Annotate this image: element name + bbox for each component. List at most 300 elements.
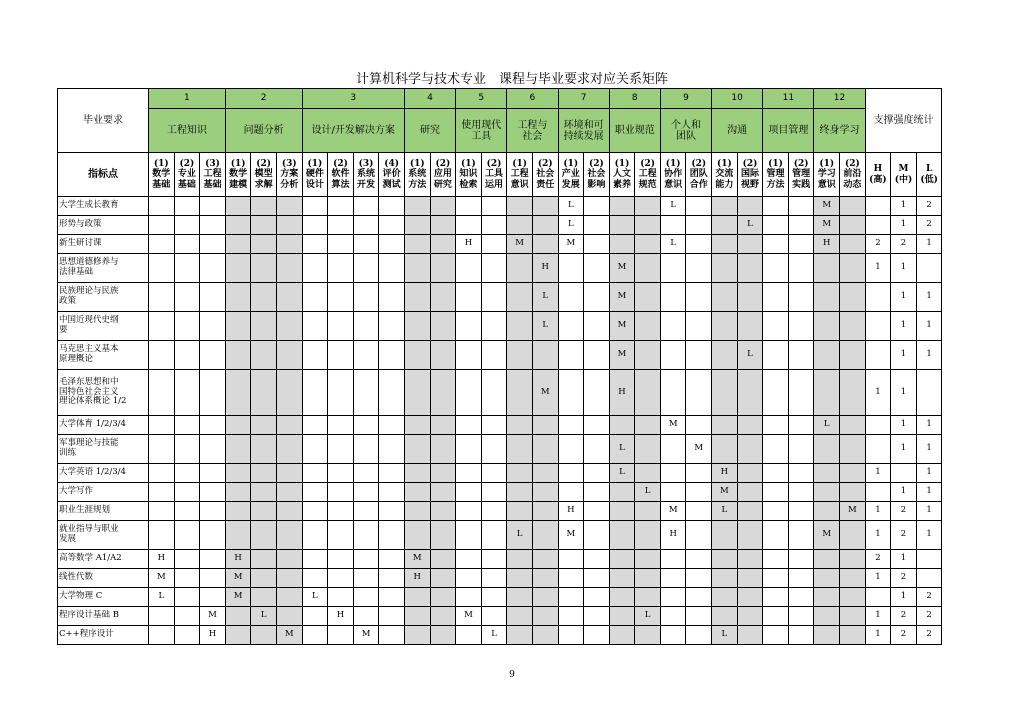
support-cell: M — [609, 312, 635, 341]
support-cell — [456, 569, 482, 588]
support-cell — [660, 312, 686, 341]
support-cell — [149, 341, 175, 370]
support-cell — [328, 197, 354, 216]
support-cell — [276, 588, 302, 607]
indicator-point: (3) 工程 基础 — [200, 153, 226, 197]
support-cell — [660, 341, 686, 370]
support-cell — [814, 370, 840, 416]
course-name: 大学体育 1/2/3/4 — [58, 416, 149, 435]
requirement-number: 6 — [507, 89, 558, 109]
support-cell — [149, 312, 175, 341]
course-name: 中国近现代史纲 要 — [58, 312, 149, 341]
support-cell — [788, 341, 814, 370]
support-cell — [584, 283, 610, 312]
support-cell — [456, 283, 482, 312]
support-cell — [635, 312, 661, 341]
support-cell — [251, 521, 277, 550]
stat-cell: 1 — [865, 569, 891, 588]
support-cell — [225, 283, 251, 312]
support-cell — [174, 569, 200, 588]
stat-cell: 2 — [891, 607, 917, 626]
support-cell — [737, 607, 763, 626]
page-title: 计算机科学与技术专业 课程与毕业要求对应关系矩阵 — [355, 72, 668, 87]
support-cell: L — [660, 197, 686, 216]
course-name: 大学生成长教育 — [58, 197, 149, 216]
support-cell — [276, 216, 302, 235]
support-cell: H — [660, 521, 686, 550]
support-cell — [737, 254, 763, 283]
support-cell: L — [635, 607, 661, 626]
indicator-point: (1) 硬件 设计 — [302, 153, 328, 197]
support-cell — [712, 416, 738, 435]
indicator-point: (3) 系统 开发 — [353, 153, 379, 197]
support-cell — [712, 254, 738, 283]
matrix-row — [58, 550, 942, 569]
course-name: C++程序设计 — [58, 626, 149, 645]
support-cell — [660, 569, 686, 588]
stat-cell — [865, 483, 891, 502]
support-cell — [686, 283, 712, 312]
indicator-point: (2) 前沿 动态 — [840, 153, 866, 197]
support-cell — [840, 569, 866, 588]
support-cell — [814, 312, 840, 341]
stat-cell: 1 — [916, 312, 942, 341]
support-cell: H — [404, 569, 430, 588]
support-cell — [660, 464, 686, 483]
support-cell — [430, 502, 456, 521]
support-cell — [174, 521, 200, 550]
support-cell: M — [200, 607, 226, 626]
support-cell — [430, 569, 456, 588]
support-cell — [712, 370, 738, 416]
support-cell — [584, 416, 610, 435]
indicator-point: (2) 国际 视野 — [737, 153, 763, 197]
course-name: 大学英语 1/2/3/4 — [58, 464, 149, 483]
support-cell — [456, 502, 482, 521]
stat-cell — [865, 341, 891, 370]
support-cell — [788, 569, 814, 588]
support-cell: M — [686, 435, 712, 464]
support-cell — [840, 235, 866, 254]
support-cell — [737, 464, 763, 483]
support-cell — [584, 197, 610, 216]
support-cell — [481, 416, 507, 435]
support-cell — [712, 235, 738, 254]
matrix-row — [58, 464, 942, 483]
support-cell — [840, 197, 866, 216]
support-cell — [251, 416, 277, 435]
support-cell — [814, 464, 840, 483]
indicator-point: (1) 工程 意识 — [507, 153, 533, 197]
support-cell — [200, 254, 226, 283]
support-cell — [635, 341, 661, 370]
support-cell — [507, 216, 533, 235]
support-cell — [404, 464, 430, 483]
support-cell — [404, 235, 430, 254]
support-cell — [251, 312, 277, 341]
support-cell — [379, 607, 405, 626]
support-cell — [609, 216, 635, 235]
requirement-name: 职业规范 — [609, 109, 660, 153]
support-cell — [353, 607, 379, 626]
support-cell — [686, 370, 712, 416]
stat-cell: 2 — [891, 626, 917, 645]
support-cell — [353, 283, 379, 312]
support-cell — [507, 197, 533, 216]
support-cell — [558, 588, 584, 607]
support-cell — [840, 550, 866, 569]
support-cell — [788, 312, 814, 341]
requirement-number: 2 — [225, 89, 302, 109]
support-cell — [379, 588, 405, 607]
support-cell — [788, 370, 814, 416]
support-cell — [660, 550, 686, 569]
stat-cell — [916, 550, 942, 569]
matrix-row — [58, 312, 942, 341]
matrix-row — [58, 197, 942, 216]
support-cell — [686, 588, 712, 607]
support-cell — [686, 312, 712, 341]
requirement-number: 1 — [149, 89, 226, 109]
support-cell — [584, 569, 610, 588]
support-cell — [430, 370, 456, 416]
support-cell — [456, 521, 482, 550]
support-cell — [379, 569, 405, 588]
requirement-name: 项目管理 — [763, 109, 814, 153]
support-cell — [276, 483, 302, 502]
support-cell — [251, 569, 277, 588]
support-cell — [788, 607, 814, 626]
indicator-point: (2) 应用 研究 — [430, 153, 456, 197]
support-cell — [174, 588, 200, 607]
support-cell — [379, 197, 405, 216]
support-cell — [532, 502, 558, 521]
support-cell — [200, 416, 226, 435]
support-cell — [200, 197, 226, 216]
support-cell — [507, 416, 533, 435]
requirement-number: 4 — [404, 89, 455, 109]
support-cell — [584, 626, 610, 645]
stat-cell — [865, 197, 891, 216]
support-cell — [251, 483, 277, 502]
support-cell — [763, 416, 789, 435]
support-cell — [660, 588, 686, 607]
support-cell — [507, 464, 533, 483]
support-cell — [840, 607, 866, 626]
matrix-row — [58, 283, 942, 312]
support-cell — [686, 550, 712, 569]
support-cell — [635, 588, 661, 607]
stat-cell — [916, 569, 942, 588]
support-cell — [430, 435, 456, 464]
support-cell — [737, 588, 763, 607]
indicator-point: (1) 管理 方法 — [763, 153, 789, 197]
requirement-number: 11 — [763, 89, 814, 109]
support-cell — [302, 216, 328, 235]
support-cell — [788, 435, 814, 464]
support-cell — [379, 235, 405, 254]
course-name: 马克思主义基本 原理概论 — [58, 341, 149, 370]
support-cell — [302, 502, 328, 521]
stat-cell: 1 — [891, 435, 917, 464]
stat-cell: 1 — [916, 235, 942, 254]
support-cell — [430, 464, 456, 483]
page-number: 9 — [509, 670, 515, 680]
support-cell — [251, 588, 277, 607]
support-cell — [456, 254, 482, 283]
stat-cell: 1 — [865, 370, 891, 416]
requirement-name: 环境和可 持续发展 — [558, 109, 609, 153]
support-cell — [379, 416, 405, 435]
support-cell — [379, 435, 405, 464]
indicator-point: (2) 工程 规范 — [635, 153, 661, 197]
support-cell — [200, 483, 226, 502]
support-cell — [584, 435, 610, 464]
stat-header: H (高) — [865, 153, 891, 197]
support-cell — [737, 197, 763, 216]
support-cell — [763, 197, 789, 216]
support-cell — [814, 283, 840, 312]
support-cell — [353, 197, 379, 216]
support-cell — [276, 502, 302, 521]
support-cell — [481, 254, 507, 283]
stat-cell: 1 — [891, 254, 917, 283]
support-cell — [430, 550, 456, 569]
stat-cell: 1 — [916, 283, 942, 312]
support-cell — [532, 197, 558, 216]
support-cell — [558, 626, 584, 645]
support-cell: H — [558, 502, 584, 521]
indicator-point: (2) 专业 基础 — [174, 153, 200, 197]
support-cell — [686, 521, 712, 550]
support-cell — [328, 416, 354, 435]
support-cell — [712, 312, 738, 341]
requirement-number: 10 — [712, 89, 763, 109]
support-cell — [404, 341, 430, 370]
stat-cell: 2 — [891, 569, 917, 588]
support-cell — [276, 607, 302, 626]
support-cell — [174, 216, 200, 235]
support-cell — [379, 216, 405, 235]
stat-cell: 2 — [865, 235, 891, 254]
support-cell — [532, 235, 558, 254]
support-cell — [686, 483, 712, 502]
support-cell: H — [328, 607, 354, 626]
support-cell — [558, 341, 584, 370]
support-cell — [584, 502, 610, 521]
support-cell: L — [302, 588, 328, 607]
stat-cell — [865, 435, 891, 464]
support-cell — [456, 312, 482, 341]
course-name: 就业指导与职业 发展 — [58, 521, 149, 550]
course-name: 军事理论与技能 训练 — [58, 435, 149, 464]
matrix-row — [58, 588, 942, 607]
support-cell — [788, 588, 814, 607]
support-cell — [276, 550, 302, 569]
support-cell — [456, 416, 482, 435]
support-cell — [328, 341, 354, 370]
support-cell — [456, 588, 482, 607]
support-cell — [353, 416, 379, 435]
matrix-row — [58, 216, 942, 235]
indicator-header: 指标点 — [58, 153, 149, 197]
support-cell — [532, 416, 558, 435]
support-cell — [532, 626, 558, 645]
support-cell — [686, 464, 712, 483]
support-cell — [763, 254, 789, 283]
support-cell — [635, 283, 661, 312]
support-cell — [635, 197, 661, 216]
support-cell — [686, 626, 712, 645]
support-cell: L — [737, 341, 763, 370]
support-cell — [200, 435, 226, 464]
support-cell — [840, 216, 866, 235]
support-cell — [379, 254, 405, 283]
support-cell — [149, 283, 175, 312]
support-cell — [302, 483, 328, 502]
support-cell — [737, 235, 763, 254]
support-cell — [276, 435, 302, 464]
support-cell — [481, 569, 507, 588]
stat-cell: 1 — [916, 502, 942, 521]
requirement-header: 毕业要求 — [58, 89, 149, 153]
support-cell — [353, 483, 379, 502]
support-cell: L — [737, 216, 763, 235]
support-cell — [635, 626, 661, 645]
stat-cell: 1 — [891, 370, 917, 416]
stat-cell: 1 — [891, 283, 917, 312]
support-cell — [712, 588, 738, 607]
support-cell — [302, 197, 328, 216]
support-cell — [225, 370, 251, 416]
support-cell — [788, 416, 814, 435]
stat-cell: 1 — [891, 588, 917, 607]
support-cell — [251, 235, 277, 254]
matrix-row — [58, 416, 942, 435]
support-cell — [149, 483, 175, 502]
support-cell — [353, 216, 379, 235]
support-cell — [149, 235, 175, 254]
support-cell — [456, 464, 482, 483]
support-cell — [404, 197, 430, 216]
support-cell — [174, 626, 200, 645]
support-cell — [328, 235, 354, 254]
support-cell — [251, 626, 277, 645]
requirement-number: 3 — [302, 89, 404, 109]
support-cell — [686, 197, 712, 216]
support-cell — [660, 370, 686, 416]
support-cell — [225, 235, 251, 254]
support-cell: M — [456, 607, 482, 626]
support-cell — [276, 416, 302, 435]
support-cell — [328, 370, 354, 416]
support-cell — [763, 502, 789, 521]
support-cell — [481, 607, 507, 626]
support-cell — [251, 550, 277, 569]
support-cell — [558, 283, 584, 312]
support-cell — [507, 502, 533, 521]
support-cell — [635, 464, 661, 483]
support-cell — [174, 370, 200, 416]
support-cell — [251, 464, 277, 483]
support-cell — [763, 607, 789, 626]
support-cell — [174, 312, 200, 341]
support-cell: L — [660, 235, 686, 254]
support-cell — [609, 416, 635, 435]
indicator-point: (1) 学习 意识 — [814, 153, 840, 197]
support-cell — [251, 502, 277, 521]
support-cell — [737, 283, 763, 312]
indicator-point: (1) 数学 基础 — [149, 153, 175, 197]
support-cell — [660, 216, 686, 235]
support-cell — [174, 435, 200, 464]
support-cell: L — [712, 502, 738, 521]
support-cell — [456, 370, 482, 416]
support-cell — [737, 521, 763, 550]
support-cell — [584, 550, 610, 569]
support-cell — [686, 235, 712, 254]
support-cell — [814, 483, 840, 502]
support-cell — [251, 197, 277, 216]
support-cell — [225, 216, 251, 235]
support-cell — [430, 521, 456, 550]
stat-cell: 2 — [891, 502, 917, 521]
support-cell — [788, 502, 814, 521]
requirement-name: 使用现代 工具 — [456, 109, 507, 153]
support-cell — [225, 607, 251, 626]
support-cell — [635, 569, 661, 588]
support-cell — [379, 283, 405, 312]
support-cell — [149, 370, 175, 416]
support-cell — [276, 235, 302, 254]
support-cell: M — [225, 588, 251, 607]
support-cell — [840, 435, 866, 464]
support-cell — [149, 254, 175, 283]
header-row-numbers — [58, 89, 942, 109]
support-cell — [686, 607, 712, 626]
support-cell — [225, 312, 251, 341]
support-cell — [814, 435, 840, 464]
support-cell — [430, 483, 456, 502]
support-cell — [584, 370, 610, 416]
support-cell — [609, 483, 635, 502]
support-cell — [353, 312, 379, 341]
support-cell — [660, 607, 686, 626]
support-cell — [149, 464, 175, 483]
support-cell — [379, 626, 405, 645]
support-cell — [737, 502, 763, 521]
support-cell — [456, 197, 482, 216]
support-cell — [149, 626, 175, 645]
support-cell — [404, 502, 430, 521]
support-cell: M — [558, 521, 584, 550]
support-cell — [840, 416, 866, 435]
support-cell — [174, 254, 200, 283]
stat-cell: 2 — [916, 607, 942, 626]
support-cell — [788, 464, 814, 483]
support-cell — [788, 521, 814, 550]
requirement-name: 问题分析 — [225, 109, 302, 153]
support-cell — [763, 312, 789, 341]
header-row-indicators — [58, 153, 942, 197]
support-cell — [788, 197, 814, 216]
support-cell — [737, 569, 763, 588]
support-cell — [328, 283, 354, 312]
support-cell: M — [660, 416, 686, 435]
stat-cell — [916, 370, 942, 416]
support-cell — [276, 464, 302, 483]
support-cell — [737, 312, 763, 341]
